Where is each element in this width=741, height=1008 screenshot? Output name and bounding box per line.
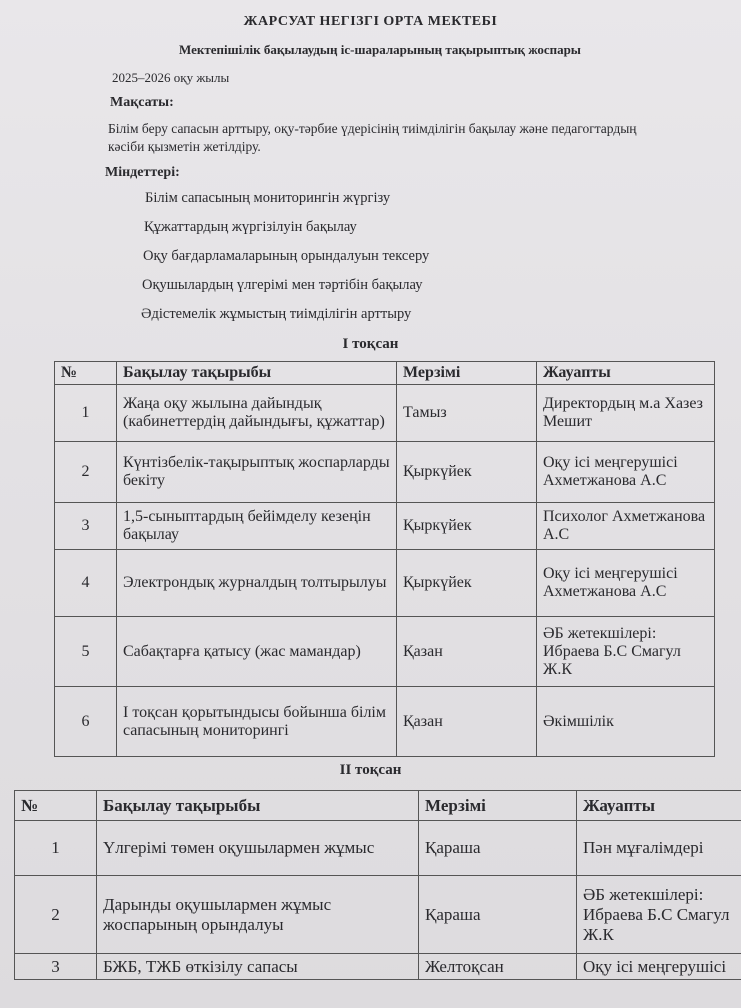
row-number: 1 bbox=[15, 821, 97, 876]
quarter1-title: І тоқсан bbox=[342, 336, 399, 352]
header-number: № bbox=[15, 791, 97, 821]
table-row bbox=[15, 821, 741, 876]
table-row bbox=[55, 442, 715, 503]
header-number: № bbox=[55, 362, 117, 385]
row-responsible: Әкімшілік bbox=[537, 687, 715, 757]
task-item: Әдістемелік жұмыстың тиімділігін арттыру bbox=[141, 306, 412, 322]
row-term: Қараша bbox=[419, 876, 577, 954]
row-term: Қазан bbox=[397, 687, 537, 757]
row-topic: Электрондық журналдың толтырылуы bbox=[117, 550, 397, 617]
quarter2-table bbox=[14, 790, 741, 980]
task-item: Білім сапасының мониторингін жүргізу bbox=[145, 190, 391, 206]
task-item: Құжаттардың жүргізілуін бақылау bbox=[144, 219, 357, 235]
header-responsible: Жауапты bbox=[537, 362, 715, 385]
row-number: 2 bbox=[15, 876, 97, 954]
row-number: 4 bbox=[55, 550, 117, 617]
header-topic: Бақылау тақырыбы bbox=[117, 362, 397, 385]
row-term: Қараша bbox=[419, 821, 577, 876]
table-row bbox=[55, 687, 715, 757]
header-term: Мерзімі bbox=[419, 791, 577, 821]
row-topic: Дарынды оқушылармен жұмыс жоспарының орындалуы bbox=[97, 876, 419, 954]
task-item: Оқушылардың үлгерімі мен тәртібін бақылау bbox=[142, 277, 423, 293]
row-responsible: Психолог Ахметжанова А.С bbox=[537, 503, 715, 550]
table-header-row bbox=[15, 791, 741, 821]
row-term: Тамыз bbox=[397, 385, 537, 442]
row-number: 1 bbox=[55, 385, 117, 442]
row-responsible: Оқу ісі меңгерушісі Ахметжанова А.С bbox=[537, 442, 715, 503]
row-responsible: ӘБ жетекшілері: Ибраева Б.С Смагул Ж.К bbox=[577, 876, 741, 954]
school-name: ЖАРСУАТ НЕГІЗГІ ОРТА МЕКТЕБІ bbox=[243, 14, 498, 29]
row-topic: БЖБ, ТЖБ өткізілу сапасы bbox=[97, 954, 419, 980]
quarter1-table bbox=[54, 361, 715, 757]
table-row bbox=[55, 503, 715, 550]
row-number: 3 bbox=[55, 503, 117, 550]
row-number: 3 bbox=[15, 954, 97, 980]
row-term: Қыркүйек bbox=[397, 503, 537, 550]
task-item: Оқу бағдарламаларының орындалуын тексеру bbox=[143, 248, 430, 264]
row-number: 5 bbox=[55, 617, 117, 687]
row-responsible: Оқу ісі меңгерушісі bbox=[577, 954, 741, 980]
table-row bbox=[15, 954, 741, 980]
tasks-heading: Міндеттері: bbox=[105, 165, 180, 180]
academic-year: 2025–2026 оқу жылы bbox=[112, 70, 230, 85]
goal-text: Білім беру сапасын арттыру, оқу-тәрбие үдерісінің тиімділігін бақылау және педагогтардың кәсіби қызметін жетілдіру. bbox=[108, 121, 637, 154]
header-term: Мерзімі bbox=[397, 362, 537, 385]
table-row bbox=[55, 385, 715, 442]
row-term: Қазан bbox=[397, 617, 537, 687]
row-number: 6 bbox=[55, 687, 117, 757]
row-topic: Күнтізбелік-тақырыптық жоспарларды бекіту bbox=[117, 442, 397, 503]
row-responsible: Пән мұғалімдері bbox=[577, 821, 741, 876]
table-row bbox=[55, 550, 715, 617]
goal-heading: Мақсаты: bbox=[110, 95, 174, 110]
table-header-row bbox=[55, 362, 715, 385]
row-responsible: Оқу ісі меңгерушісі Ахметжанова А.С bbox=[537, 550, 715, 617]
row-topic: Жаңа оқу жылына дайындық (кабинеттердің дайындығы, құжаттар) bbox=[117, 385, 397, 442]
row-term: Желтоқсан bbox=[419, 954, 577, 980]
header-topic: Бақылау тақырыбы bbox=[97, 791, 419, 821]
row-responsible: ӘБ жетекшілері: Ибраева Б.С Смагул Ж.К bbox=[537, 617, 715, 687]
row-number: 2 bbox=[55, 442, 117, 503]
row-responsible: Директордың м.а Хазез Мешит bbox=[537, 385, 715, 442]
plan-title: Мектепішілік бақылаудың іс-шараларының тақырыптық жоспары bbox=[179, 42, 581, 57]
row-topic: І тоқсан қорытындысы бойынша білім сапасының мониторингі bbox=[117, 687, 397, 757]
header-responsible: Жауапты bbox=[577, 791, 741, 821]
row-topic: 1,5-сыныптардың бейімделу кезеңін бақылау bbox=[117, 503, 397, 550]
table-row bbox=[55, 617, 715, 687]
row-term: Қыркүйек bbox=[397, 550, 537, 617]
row-term: Қыркүйек bbox=[397, 442, 537, 503]
row-topic: Сабақтарға қатысу (жас мамандар) bbox=[117, 617, 397, 687]
row-topic: Үлгерімі төмен оқушылармен жұмыс bbox=[97, 821, 419, 876]
quarter2-title: ІІ тоқсан bbox=[339, 762, 402, 778]
table-row bbox=[15, 876, 741, 954]
